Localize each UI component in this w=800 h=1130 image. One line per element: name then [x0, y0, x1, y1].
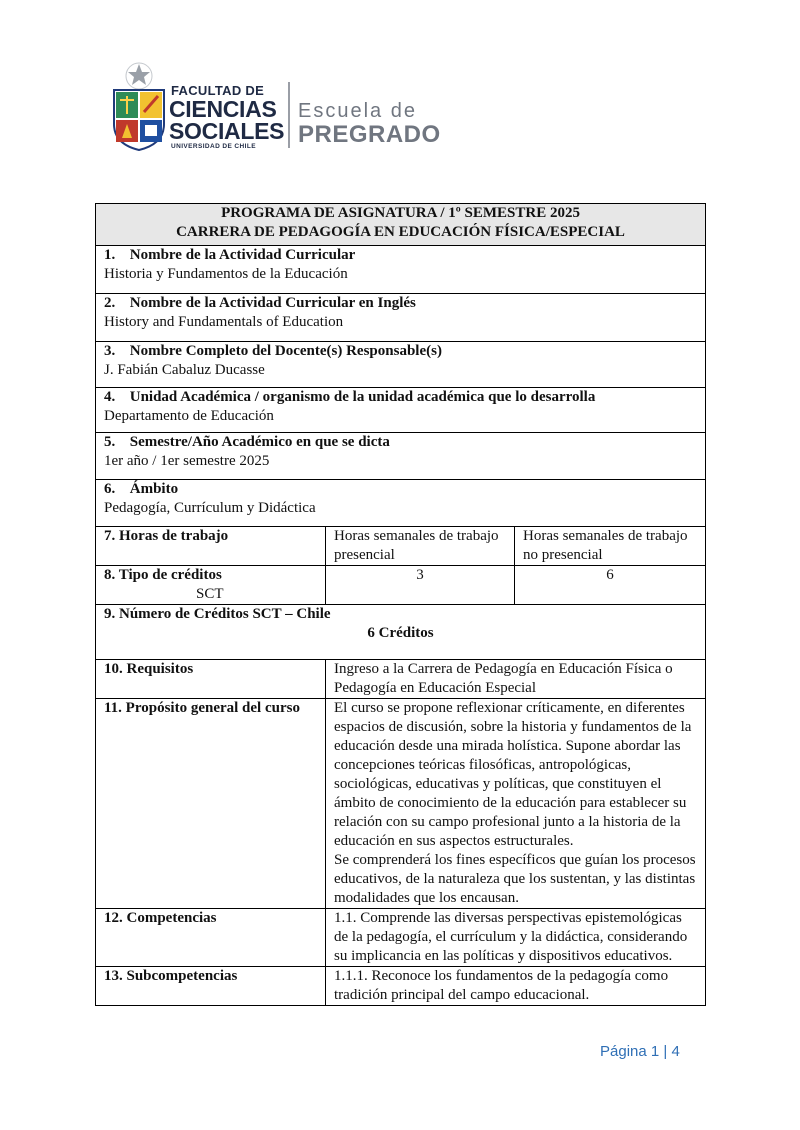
section-8-sub: SCT	[196, 586, 224, 602]
section-4-title: Unidad Académica / organismo de la unidad académica que lo desarrolla	[129, 389, 596, 405]
school-label-1: Escuela de	[298, 100, 417, 122]
section-1	[96, 246, 706, 294]
section-6-value: Pedagogía, Currículum y Didáctica	[104, 500, 316, 516]
section-1-title: Nombre de la Actividad Curricular	[129, 247, 356, 263]
page-separator: |	[663, 1043, 668, 1060]
faculty-logo	[112, 62, 452, 154]
faculty-crest-icon	[112, 62, 166, 152]
section-11-paragraph-2: Se comprenderá los fines específicos que guían los procesos educativos, de la naturaleza que los sustentan, y las distintas modalidades que los encausan.	[334, 852, 696, 906]
section-2-title: Nombre de la Actividad Curricular en Inglés	[129, 295, 416, 311]
section-6-number: 6.	[104, 481, 116, 497]
section-2-value: History and Fundamentals of Education	[104, 314, 344, 330]
section-7-title: 7. Horas de trabajo	[96, 527, 326, 566]
section-8	[96, 566, 326, 605]
header-line-2: CARRERA DE PEDAGOGÍA EN EDUCACIÓN FÍSICA/ESPECIAL	[176, 224, 625, 240]
logo-line-1: FACULTAD DE	[171, 83, 265, 98]
section-6	[96, 480, 706, 527]
section-9	[96, 605, 706, 660]
section-3-number: 3.	[104, 343, 116, 359]
section-11-paragraph-1: El curso se propone reflexionar críticamente, en diferentes espacios de discusión, sobre la historia y fundamentos de la educación desde una mirada holística. Supone abordar las concepciones teóricas filosóficas, antropológicas, sociológicas, educativas y políticas, que constituyen el ámbito de conocimiento de la educación para establecer su relación con su campo profesional junto a la historia de la educación en sus aspectos estructurales.	[334, 700, 692, 849]
section-8-value-1: 3	[326, 566, 515, 605]
section-5	[96, 433, 706, 480]
section-4-number: 4.	[104, 389, 116, 405]
section-11	[326, 699, 706, 909]
section-1-value: Historia y Fundamentos de la Educación	[104, 266, 348, 282]
section-5-number: 5.	[104, 434, 116, 450]
page-label: Página	[600, 1043, 647, 1060]
section-9-title: 9. Número de Créditos SCT – Chile	[104, 606, 331, 622]
program-table	[95, 203, 706, 1006]
logo-line-4: UNIVERSIDAD DE CHILE	[171, 143, 256, 150]
section-9-value: 6 Créditos	[367, 625, 434, 641]
section-7-presencial: Horas semanales de trabajo presencial	[326, 527, 515, 566]
logo-line-2: CIENCIAS	[169, 96, 277, 122]
section-12-value: 1.1. Comprende las diversas perspectivas epistemológicas de la pedagogía, el currículum y la didáctica, considerando su implicancia en las políticas y dispositivos educativos.	[326, 909, 706, 967]
section-6-title: Ámbito	[129, 481, 179, 497]
section-13-value: 1.1.1. Reconoce los fundamentos de la pedagogía como tradición principal del campo educacional.	[326, 967, 706, 1006]
section-3-value: J. Fabián Cabaluz Ducasse	[104, 362, 265, 378]
section-4-value: Departamento de Educación	[104, 408, 274, 424]
school-label-2: PREGRADO	[298, 121, 441, 148]
section-11-title: 11. Propósito general del curso	[96, 699, 326, 909]
program-header	[96, 204, 706, 246]
header-line-1: PROGRAMA DE ASIGNATURA / 1º SEMESTRE 2025	[221, 205, 580, 221]
section-2-number: 2.	[104, 295, 116, 311]
page-total: 4	[671, 1043, 680, 1060]
section-5-title: Semestre/Año Académico en que se dicta	[129, 434, 390, 450]
section-5-value: 1er año / 1er semestre 2025	[104, 453, 270, 469]
section-10-title: 10. Requisitos	[96, 660, 326, 699]
logo-line-3: SOCIALES	[169, 118, 285, 144]
section-8-title: 8. Tipo de créditos	[104, 567, 222, 583]
section-7-no-presencial: Horas semanales de trabajo no presencial	[515, 527, 706, 566]
page-number	[600, 1043, 680, 1060]
section-2	[96, 294, 706, 342]
section-1-number: 1.	[104, 247, 116, 263]
section-4	[96, 388, 706, 433]
section-13-title: 13. Subcompetencias	[96, 967, 326, 1006]
section-10-value: Ingreso a la Carrera de Pedagogía en Educación Física o Pedagogía en Educación Especial	[326, 660, 706, 699]
section-12-title: 12. Competencias	[96, 909, 326, 967]
section-8-value-2: 6	[515, 566, 706, 605]
section-3-title: Nombre Completo del Docente(s) Responsable(s)	[129, 343, 442, 359]
logo-divider	[288, 82, 290, 148]
section-3	[96, 342, 706, 388]
page-current: 1	[650, 1043, 660, 1060]
